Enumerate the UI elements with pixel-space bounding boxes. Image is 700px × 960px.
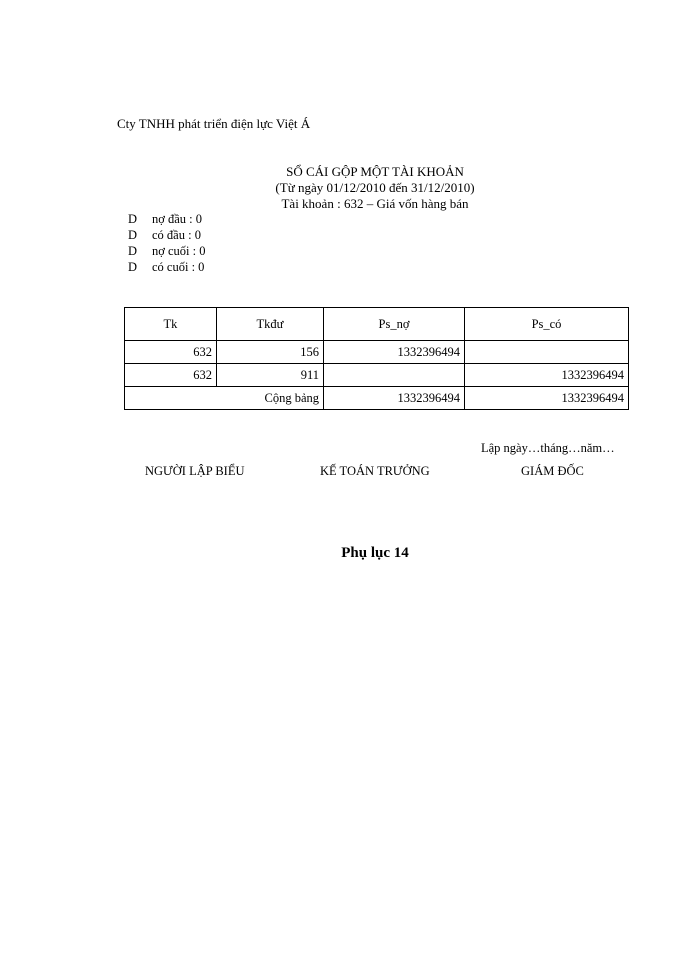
signature-director: GIÁM ĐỐC	[521, 464, 584, 478]
balance-line	[128, 212, 202, 227]
total-credit: 1332396494	[465, 387, 629, 410]
report-period: (Từ ngày 01/12/2010 đến 31/12/2010)	[275, 180, 475, 195]
balance-text: nợ đầu : 0	[152, 212, 203, 226]
cell-tk: 632	[125, 341, 217, 364]
balance-line	[128, 228, 201, 243]
cell-ps-co	[465, 341, 629, 364]
header-tk: Tk	[125, 308, 217, 341]
balance-text: nợ cuối : 0	[152, 244, 206, 258]
balance-prefix: D	[128, 228, 138, 242]
balance-prefix: D	[128, 244, 138, 258]
header-ps-co: Ps_có	[465, 308, 629, 341]
cell-tkdu: 911	[217, 364, 324, 387]
table-header-row	[125, 308, 629, 341]
cell-ps-co: 1332396494	[465, 364, 629, 387]
company-name: Cty TNHH phát triển điện lực Việt Á	[117, 116, 311, 131]
header-ps-no: Ps_nợ	[324, 308, 465, 341]
signature-chief-accountant: KẾ TOÁN TRƯỞNG	[320, 464, 430, 478]
total-label: Cộng bảng	[125, 387, 324, 410]
cell-ps-no: 1332396494	[324, 341, 465, 364]
cell-tkdu: 156	[217, 341, 324, 364]
balance-line	[128, 260, 204, 275]
report-title: SỔ CÁI GỘP MỘT TÀI KHOẢN	[286, 164, 464, 179]
table-row	[125, 341, 629, 364]
cell-tk: 632	[125, 364, 217, 387]
ledger-table	[124, 307, 629, 410]
header-tkdu: Tkđư	[217, 308, 324, 341]
appendix-title: Phụ lục 14	[341, 545, 409, 561]
balance-prefix: D	[128, 260, 138, 274]
report-account: Tài khoản : 632 – Giá vốn hàng bán	[281, 196, 469, 211]
date-line: Lập ngày…tháng…năm…	[481, 441, 615, 455]
signature-preparer: NGƯỜI LẬP BIỂU	[145, 464, 245, 478]
table-row	[125, 364, 629, 387]
table-total-row	[125, 387, 629, 410]
balance-text: có cuối : 0	[152, 260, 205, 274]
balance-line	[128, 244, 205, 259]
total-debit: 1332396494	[324, 387, 465, 410]
balance-text: có đầu : 0	[152, 228, 201, 242]
balance-prefix: D	[128, 212, 138, 226]
cell-ps-no	[324, 364, 465, 387]
